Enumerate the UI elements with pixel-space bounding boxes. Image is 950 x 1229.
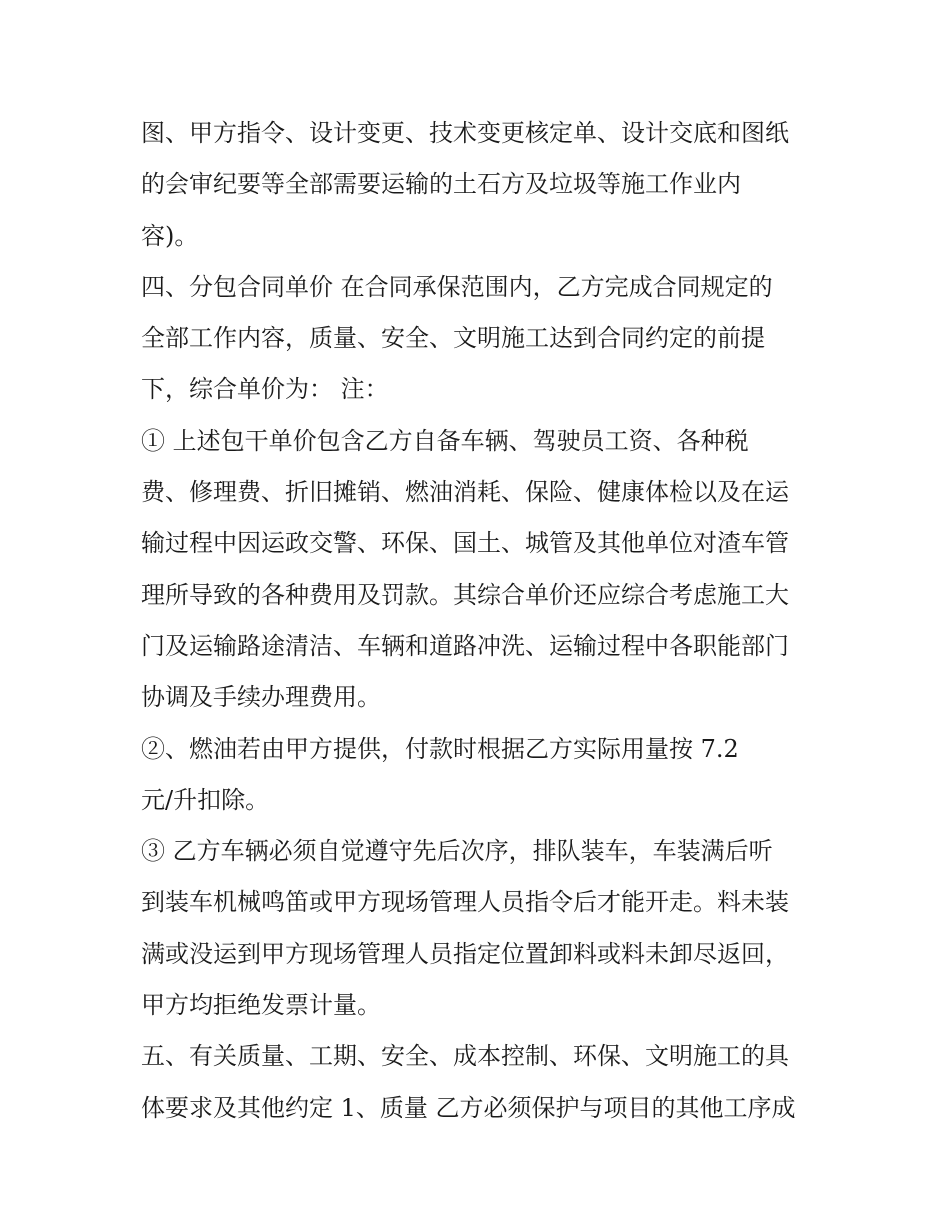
text-line: 图、甲方指令、设计变更、技术变更核定单、设计交底和图纸 (141, 119, 789, 147)
text-line: ③ 乙方车辆必须自觉遵守先后次序，排队装车，车装满后听 (141, 837, 773, 866)
text-line: 费、修理费、折旧摊销、燃油消耗、保险、健康体检以及在运 (141, 478, 789, 507)
text-line: 理所导致的各种费用及罚款。其综合单价还应综合考虑施工大 (141, 580, 789, 609)
text-line: 输过程中因运政交警、环保、国土、城管及其他单位对渣车管 (141, 529, 789, 558)
text-line: 协调及手续办理费用。 (141, 683, 381, 712)
text-line: 五、有关质量、工期、安全、成本控制、环保、文明施工的具 (141, 1042, 789, 1071)
document-body (141, 108, 821, 1134)
text-line: 的会审纪要等全部需要运输的土石方及垃圾等施工作业内 (141, 170, 741, 199)
text-line: 下，综合单价为： 注： (141, 375, 389, 404)
text-line: 体要求及其他约定 1、质量 乙方必须保护与项目的其他工序成 (141, 1093, 796, 1122)
text-line: 全部工作内容，质量、安全、文明施工达到合同约定的前提 (141, 324, 765, 353)
text-line: 满或没运到甲方现场管理人员指定位置卸料或料未卸尽返回， (141, 939, 789, 968)
text-line: ① 上述包干单价包含乙方自备车辆、驾驶员工资、各种税 (141, 426, 749, 455)
text-line: 甲方均拒绝发票计量。 (141, 991, 381, 1020)
text-line: ②、燃油若由甲方提供，付款时根据乙方实际用量按 7.2 (141, 734, 739, 763)
text-line: 门及运输路途清洁、车辆和道路冲洗、运输过程中各职能部门 (141, 631, 789, 660)
text-line: 容)。 (141, 221, 199, 250)
text-line: 四、分包合同单价 在合同承保范围内，乙方完成合同规定的 (141, 272, 773, 301)
text-line: 到装车机械鸣笛或甲方现场管理人员指令后才能开走。料未装 (141, 888, 789, 917)
text-line: 元/升扣除。 (141, 785, 270, 814)
